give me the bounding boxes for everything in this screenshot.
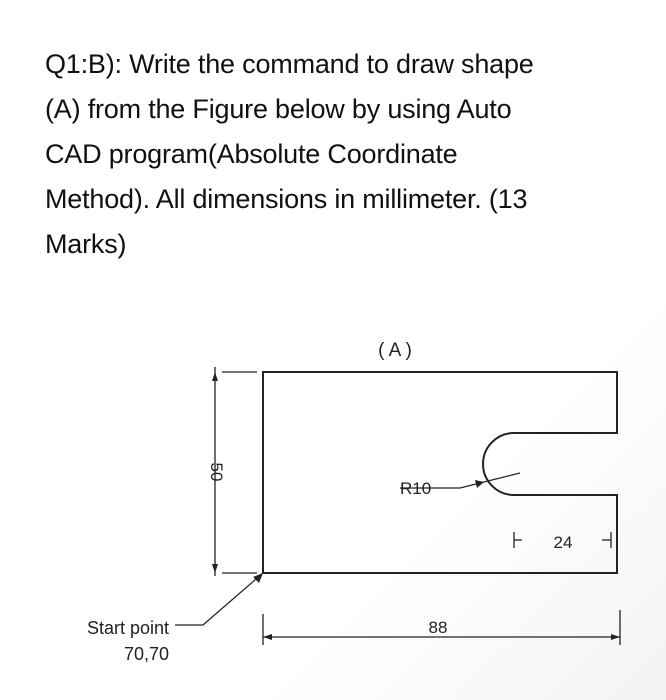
width-dim-text: 88 <box>428 618 448 637</box>
radius-arrow <box>475 480 484 488</box>
width-arrow-left <box>263 634 272 640</box>
width-arrow-right <box>611 634 620 640</box>
question-line-4: Method). All dimensions in millimeter. (13 <box>45 184 528 214</box>
start-point-label: Start point <box>86 618 169 638</box>
height-dim-text: 50 <box>207 462 226 482</box>
start-point-coords: 70,70 <box>123 644 169 664</box>
radius-label: R10 <box>400 479 432 498</box>
question-line-3: CAD program(Absolute Coordinate <box>45 139 458 169</box>
start-point-leader <box>175 573 263 625</box>
height-arrow-bottom <box>212 564 218 573</box>
slot-dim-text: 24 <box>553 533 573 552</box>
question-line-5: Marks) <box>45 229 127 259</box>
question-line-2: (A) from the Figure below by using Auto <box>45 94 512 124</box>
figure-title: ( A ) <box>378 340 412 361</box>
height-arrow-top <box>212 372 218 381</box>
question-line-1: Q1:B): Write the command to draw shape <box>45 49 534 79</box>
start-point-arrow <box>253 573 263 583</box>
